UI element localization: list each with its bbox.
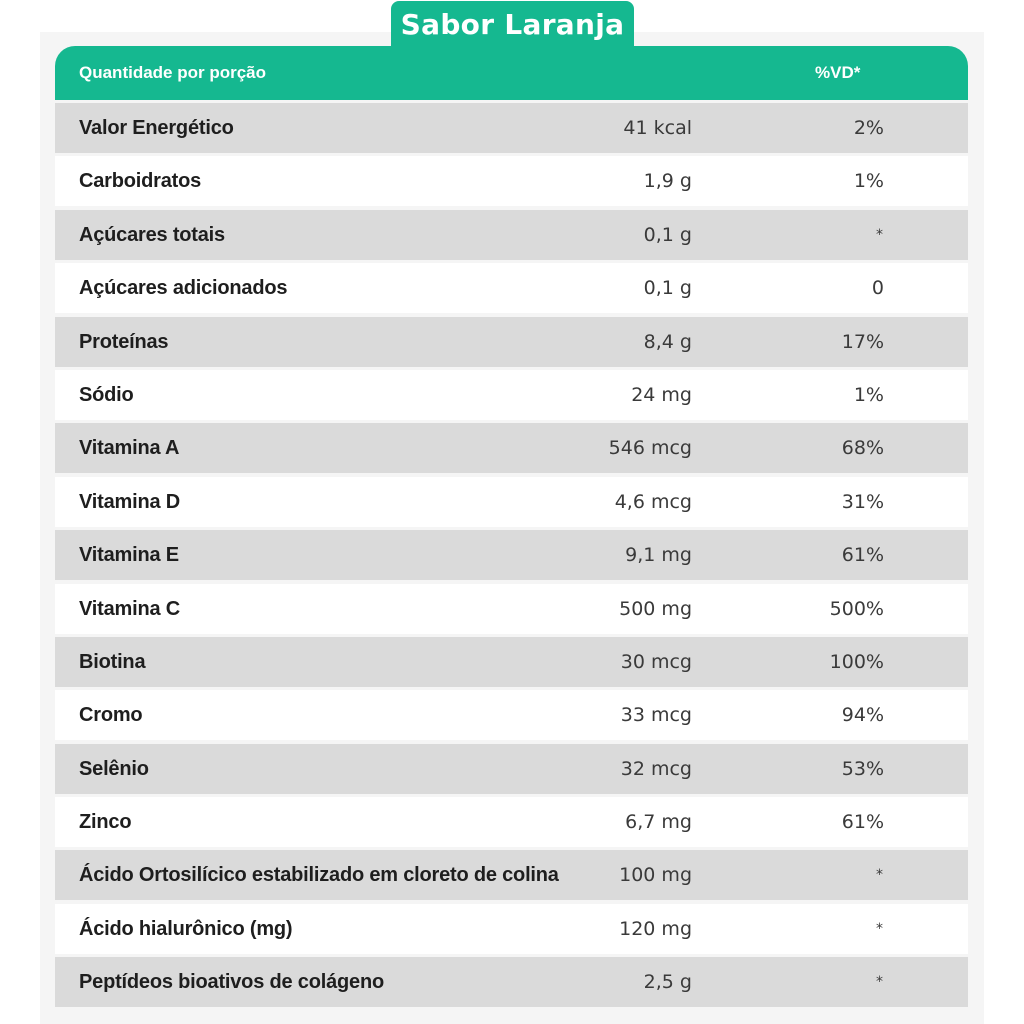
nutrient-name: Valor Energético — [79, 117, 234, 139]
nutrient-name: Peptídeos bioativos de colágeno — [79, 971, 384, 994]
table-header — [55, 46, 968, 100]
table-row — [55, 370, 968, 420]
nutrient-name: Cromo — [79, 704, 143, 727]
table-row — [55, 957, 968, 1007]
nutrient-name: Proteínas — [79, 330, 169, 353]
nutrient-name: Vitamina C — [79, 597, 180, 620]
nutrient-name: Vitamina A — [79, 437, 180, 460]
nutrient-daily-value: 61% — [841, 811, 884, 834]
nutrient-daily-value: * — [876, 226, 883, 243]
table-row — [55, 690, 968, 740]
nutrient-amount: 41 kcal — [623, 117, 692, 139]
table-row — [55, 904, 968, 954]
nutrient-name: Zinco — [79, 811, 132, 834]
nutrient-amount: 500 mg — [619, 597, 692, 620]
nutrient-daily-value: 17% — [841, 330, 884, 353]
table-row — [55, 263, 968, 313]
nutrient-daily-value: 2% — [853, 117, 884, 139]
nutrient-daily-value: 500% — [829, 597, 884, 620]
nutrient-amount: 2,5 g — [643, 971, 692, 994]
nutrient-name: Açúcares adicionados — [79, 277, 288, 300]
nutrient-name: Sódio — [79, 383, 134, 406]
nutrient-amount: 1,9 g — [643, 170, 692, 193]
nutrient-name: Ácido hialurônico (mg) — [79, 917, 293, 940]
nutrient-daily-value: 31% — [841, 490, 884, 513]
nutrient-amount: 8,4 g — [643, 330, 692, 353]
table-row — [55, 584, 968, 634]
nutrient-daily-value: * — [876, 974, 883, 991]
table-row — [55, 477, 968, 527]
nutrient-amount: 0,1 g — [643, 223, 692, 246]
nutrient-amount: 4,6 mcg — [614, 490, 692, 513]
nutrient-amount: 30 mcg — [620, 650, 692, 673]
nutrient-daily-value: 100% — [829, 650, 884, 673]
nutrient-name: Selênio — [79, 757, 149, 780]
nutrient-amount: 24 mg — [631, 383, 692, 406]
flavor-tab: Sabor Laranja — [391, 1, 634, 48]
nutrient-name: Ácido Ortosilícico estabilizado em cloreto de colina — [79, 864, 559, 887]
nutrient-amount: 120 mg — [619, 917, 692, 940]
nutrient-amount: 9,1 mg — [625, 544, 692, 567]
table-row — [55, 797, 968, 847]
table-row — [55, 744, 968, 794]
nutrient-daily-value: 1% — [853, 170, 884, 193]
table-row — [55, 530, 968, 580]
nutrition-table — [55, 46, 968, 1007]
nutrient-amount: 6,7 mg — [625, 811, 692, 834]
header-vd-label: %VD* — [815, 63, 861, 82]
nutrient-daily-value: * — [876, 920, 883, 937]
nutrient-daily-value: 61% — [841, 544, 884, 567]
nutrient-daily-value: * — [876, 867, 883, 884]
table-row — [55, 317, 968, 367]
nutrient-daily-value: 53% — [841, 757, 884, 780]
nutrient-daily-value: 68% — [841, 437, 884, 460]
header-serving-label: Quantidade por porção — [79, 63, 267, 82]
nutrient-amount: 546 mcg — [608, 437, 692, 460]
nutrient-amount: 0,1 g — [643, 277, 692, 300]
table-row — [55, 850, 968, 900]
nutrient-amount: 100 mg — [619, 864, 692, 887]
table-body — [55, 103, 968, 1007]
nutrient-daily-value: 94% — [841, 704, 884, 727]
table-row — [55, 156, 968, 206]
table-row — [55, 637, 968, 687]
nutrient-name: Carboidratos — [79, 170, 202, 193]
nutrient-name: Vitamina E — [79, 544, 179, 567]
nutrient-name: Biotina — [79, 650, 146, 673]
table-row — [55, 423, 968, 473]
nutrient-amount: 32 mcg — [620, 757, 692, 780]
nutrient-name: Vitamina D — [79, 490, 180, 513]
nutrient-daily-value: 1% — [853, 383, 884, 406]
table-row — [55, 103, 968, 153]
nutrient-name: Açúcares totais — [79, 223, 225, 246]
table-row — [55, 210, 968, 260]
nutrient-amount: 33 mcg — [620, 704, 692, 727]
nutrient-daily-value: 0 — [871, 277, 884, 300]
